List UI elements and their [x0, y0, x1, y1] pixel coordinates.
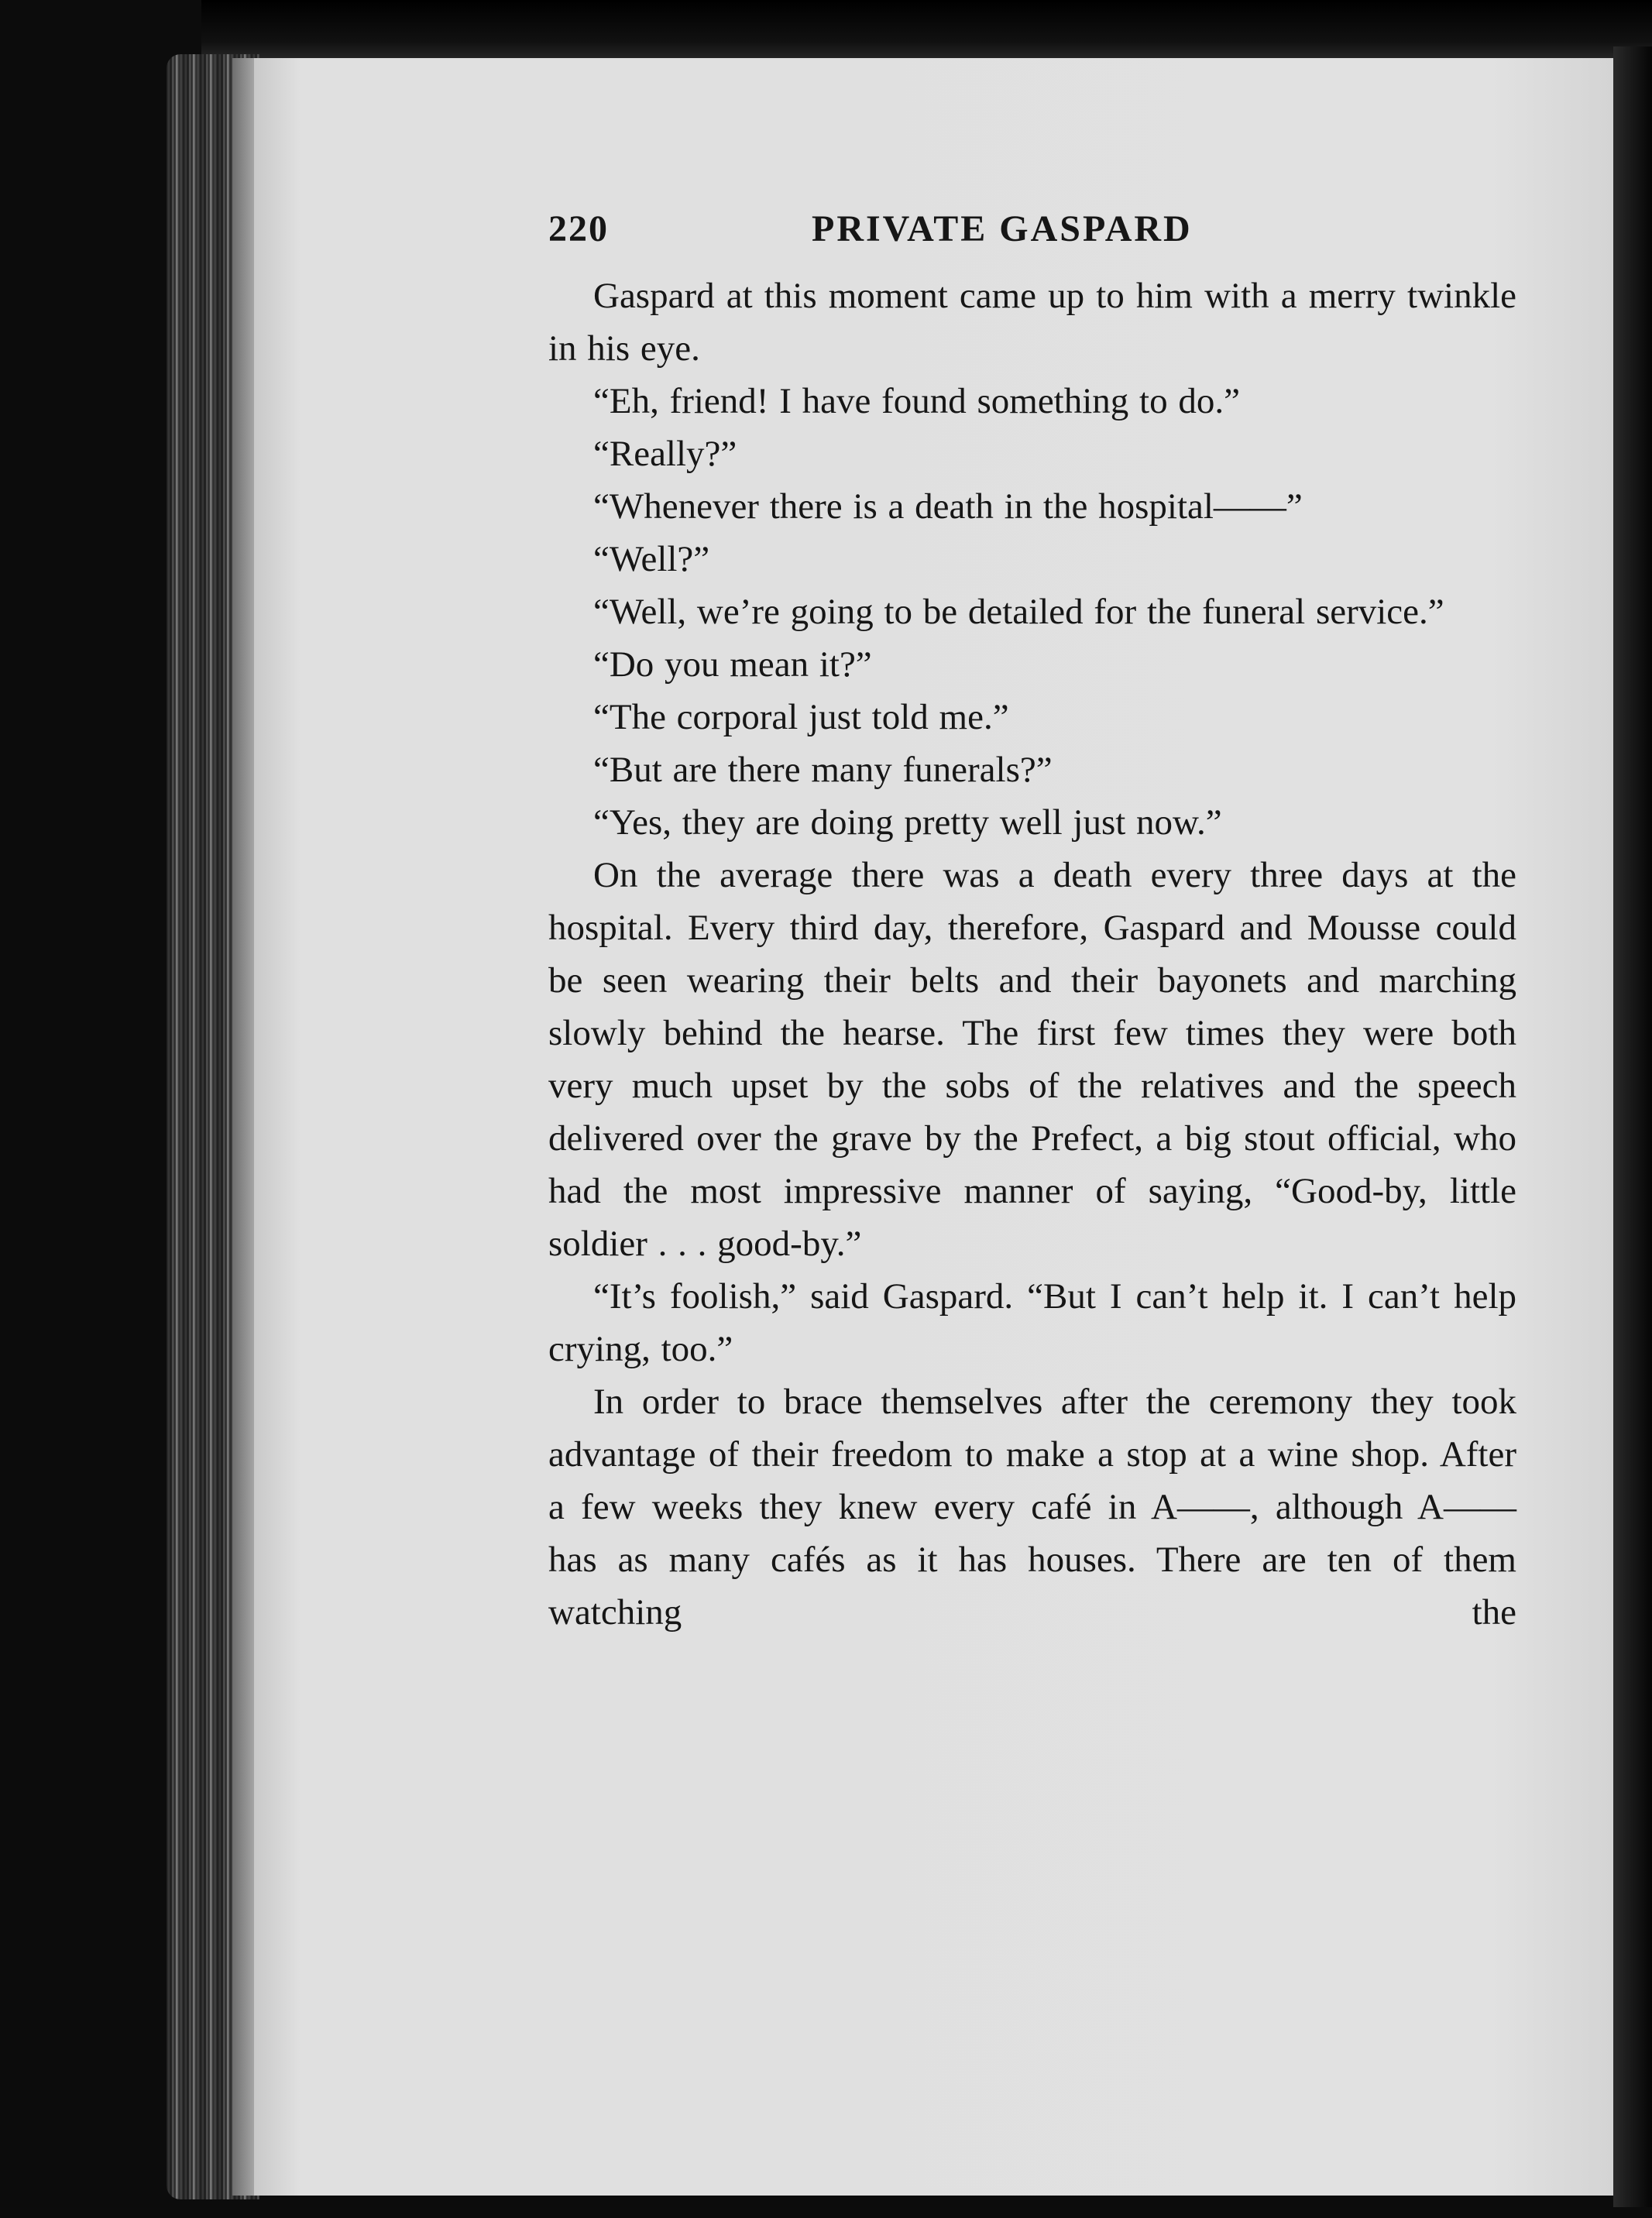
page-text-block: [548, 203, 1516, 1639]
paragraph: “Really?”: [593, 434, 737, 474]
top-shadow: [201, 0, 1652, 62]
paragraph: On the average there was a death every three days at the hospital. Every third day, therefore, Gaspard and Mousse could be seen wearing their belts and their bayonets and marching slowly behind the hearse. The first few times they were both very much upset by the sobs of the relatives and the speech delivered over the grave by the Prefect, a big stout official, who had the most impressive manner of saying, “Good-by, little soldier . . . good-by.”: [548, 855, 1516, 1264]
paragraph: Gaspard at this moment came up to him with a merry twinkle in his eye.: [548, 276, 1516, 369]
running-title: PRIVATE GASPARD: [812, 208, 1193, 249]
paragraph: “Do you mean it?”: [593, 644, 872, 685]
paragraph: “Well, we’re going to be detailed for the funeral service.”: [593, 592, 1444, 632]
paragraph: “Whenever there is a death in the hospital——”: [593, 486, 1303, 527]
running-head: [548, 203, 1516, 256]
right-edge-shadow: [1613, 46, 1652, 2207]
paragraph: “But are there many funerals?”: [593, 750, 1053, 790]
paragraph: “It’s foolish,” said Gaspard. “But I can’t help it. I can’t help crying, too.”: [548, 1276, 1516, 1369]
paragraph: “Yes, they are doing pretty well just now.”: [593, 802, 1222, 843]
page-number: 220: [548, 208, 609, 249]
paragraph: In order to brace themselves after the ceremony they took advantage of their freedom to make a stop at a wine shop. After a few weeks they knew every café in A——, although A—— has as many cafés as it has houses. There are ten of them watching the: [548, 1382, 1516, 1633]
paragraph: “Well?”: [593, 539, 710, 579]
paragraph: “Eh, friend! I have found something to do.”: [593, 381, 1240, 421]
paragraph: “The corporal just told me.”: [593, 697, 1009, 737]
